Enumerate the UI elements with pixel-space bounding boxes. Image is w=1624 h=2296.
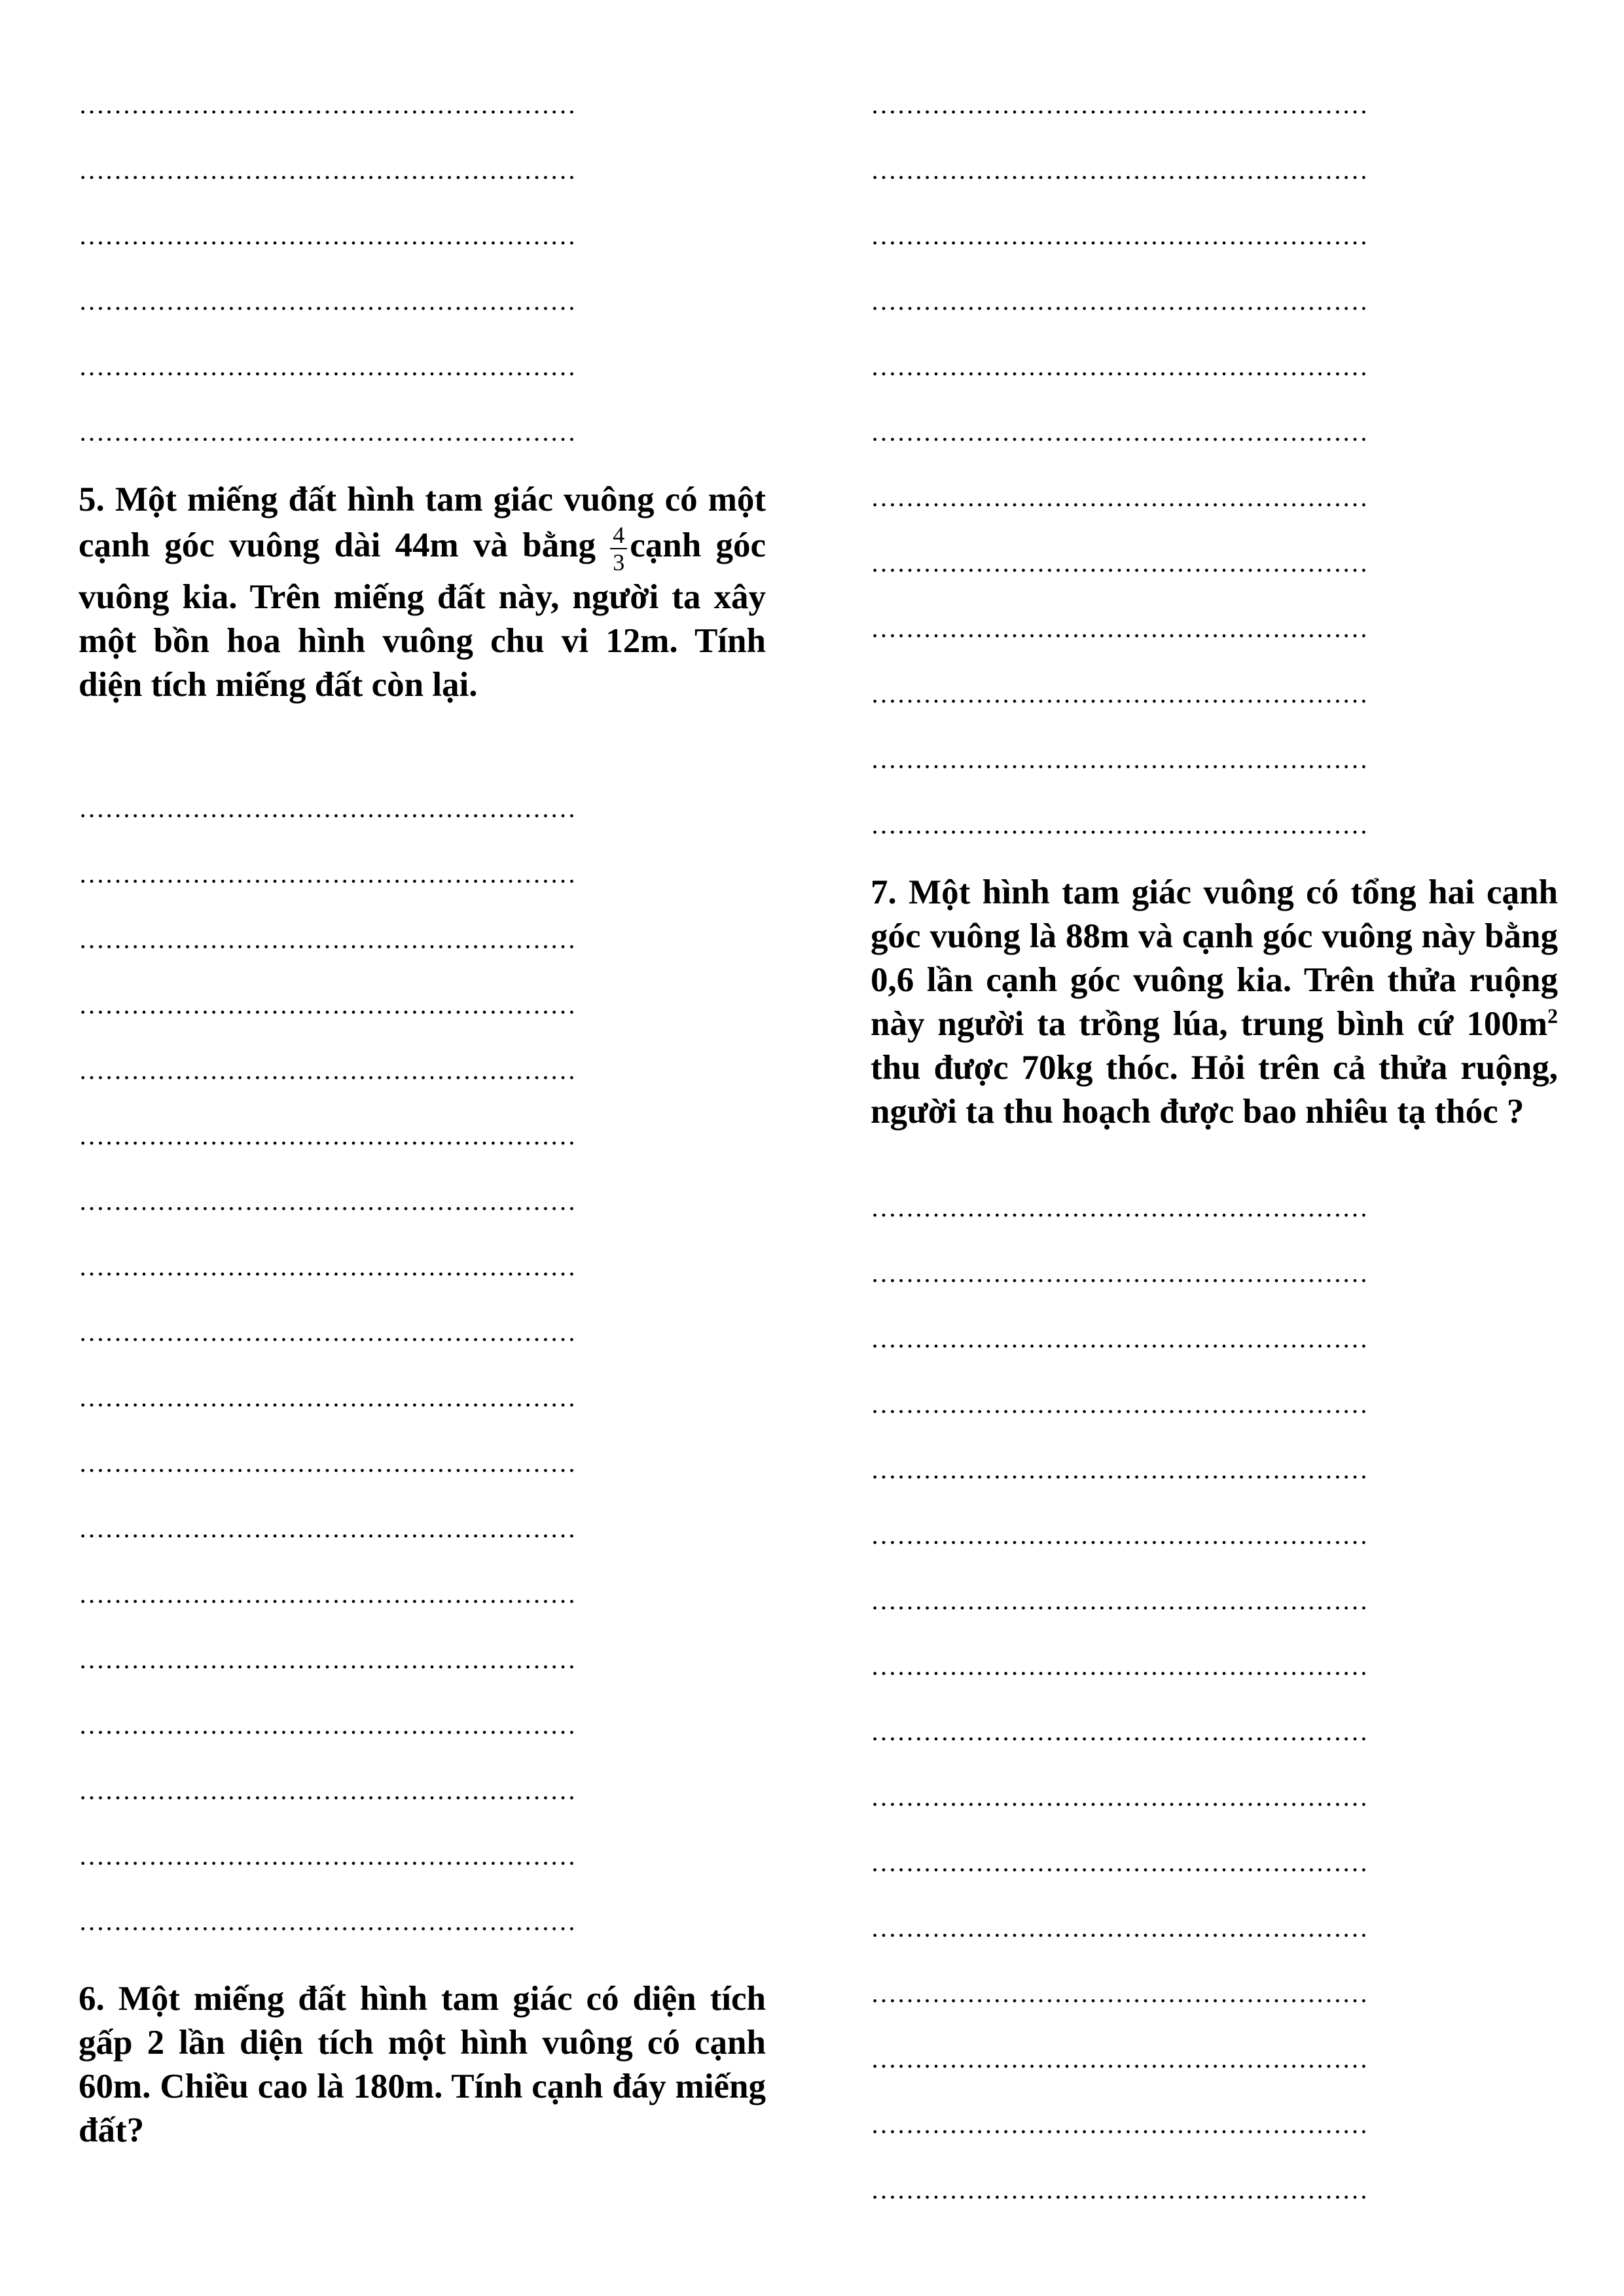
answer-line[interactable]: …………………………………………………	[871, 679, 1368, 708]
answer-line[interactable]: …………………………………………………	[871, 1520, 1368, 1550]
answer-line[interactable]: …………………………………………………	[871, 286, 1368, 316]
answer-line[interactable]: …………………………………………………	[79, 1776, 576, 1805]
problem-5-text-end: cạnh góc vuông kia. Trên miếng đất này, người ta xây một bồn hoa hình vuông chu vi 12m. Tính diện tích miếng đất còn lại.	[79, 526, 766, 704]
answer-line[interactable]: …………………………………………………	[79, 286, 576, 316]
answer-line[interactable]: …………………………………………………	[871, 1389, 1368, 1419]
answer-line[interactable]: …………………………………………………	[79, 1579, 576, 1609]
answer-line[interactable]: …………………………………………………	[871, 744, 1368, 774]
answer-line[interactable]: …………………………………………………	[871, 1258, 1368, 1288]
answer-line[interactable]: …………………………………………………	[871, 417, 1368, 446]
answer-line[interactable]: …………………………………………………	[79, 793, 576, 823]
answer-line[interactable]: …………………………………………………	[871, 1978, 1368, 2008]
answer-line[interactable]: …………………………………………………	[79, 221, 576, 250]
answer-line[interactable]: …………………………………………………	[871, 1848, 1368, 1877]
answer-line[interactable]: …………………………………………………	[79, 1252, 576, 1281]
answer-line[interactable]: …………………………………………………	[871, 548, 1368, 577]
answer-line[interactable]: …………………………………………………	[79, 1383, 576, 1412]
answer-line[interactable]: …………………………………………………	[79, 1645, 576, 1674]
answer-line[interactable]: …………………………………………………	[871, 352, 1368, 381]
answer-line[interactable]: …………………………………………………	[79, 90, 576, 119]
answer-line[interactable]: …………………………………………………	[871, 1324, 1368, 1353]
answer-line[interactable]: …………………………………………………	[871, 2175, 1368, 2204]
answer-line[interactable]: …………………………………………………	[79, 1514, 576, 1543]
problem-7-text-end: thu được 70kg thóc. Hỏi trên cả thửa ruộng, người ta thu hoạch được bao nhiêu tạ thóc ?	[871, 1049, 1558, 1131]
fraction-denominator: 3	[613, 549, 625, 575]
answer-line[interactable]: …………………………………………………	[871, 1782, 1368, 1812]
answer-line[interactable]: …………………………………………………	[871, 2044, 1368, 2073]
answer-line[interactable]: …………………………………………………	[871, 1193, 1368, 1222]
answer-line[interactable]: …………………………………………………	[79, 1841, 576, 1870]
problem-5-text-start: 5. Một miếng đất hình tam giác vuông có một cạnh góc vuông dài 44m và bằng	[79, 481, 766, 565]
answer-line[interactable]: …………………………………………………	[871, 810, 1368, 839]
problem-6-text: 6. Một miếng đất hình tam giác có diện tích gấp 2 lần diện tích một hình vuông có cạnh 60m. Chiều cao là 180m. Tính cạnh đáy miếng đất?	[79, 1980, 766, 2149]
answer-line[interactable]: …………………………………………………	[79, 1186, 576, 1216]
answer-line[interactable]: …………………………………………………	[79, 1121, 576, 1150]
problem-6	[79, 1977, 766, 2153]
fraction	[610, 522, 627, 575]
answer-line[interactable]: …………………………………………………	[871, 155, 1368, 185]
answer-line[interactable]: …………………………………………………	[79, 155, 576, 185]
answer-line[interactable]: …………………………………………………	[79, 352, 576, 381]
answer-line[interactable]: …………………………………………………	[79, 1055, 576, 1085]
answer-line[interactable]: …………………………………………………	[79, 1710, 576, 1740]
answer-line[interactable]: …………………………………………………	[871, 1455, 1368, 1484]
answer-line[interactable]: …………………………………………………	[79, 1906, 576, 1936]
answer-line[interactable]: …………………………………………………	[871, 90, 1368, 119]
problem-7-text-start: 7. Một hình tam giác vuông có tổng hai cạnh góc vuông là 88m và cạnh góc vuông này bằng 0,6 lần cạnh góc vuông kia. Trên thửa ruộng này người ta trồng lúa, trung bình cứ 100m	[871, 873, 1558, 1043]
answer-line[interactable]: …………………………………………………	[79, 990, 576, 1019]
answer-line[interactable]: …………………………………………………	[871, 1913, 1368, 1942]
answer-line[interactable]: …………………………………………………	[871, 1586, 1368, 1615]
problem-5	[79, 478, 766, 707]
answer-line[interactable]: …………………………………………………	[871, 483, 1368, 512]
problem-7	[871, 871, 1558, 1134]
answer-line[interactable]: …………………………………………………	[79, 1317, 576, 1347]
fraction-numerator: 4	[610, 522, 627, 549]
answer-line[interactable]: …………………………………………………	[79, 1448, 576, 1478]
superscript: 2	[1547, 1004, 1558, 1028]
answer-line[interactable]: …………………………………………………	[871, 1717, 1368, 1746]
answer-line[interactable]: …………………………………………………	[871, 2109, 1368, 2139]
answer-line[interactable]: …………………………………………………	[871, 221, 1368, 250]
answer-line[interactable]: …………………………………………………	[79, 859, 576, 888]
answer-line[interactable]: …………………………………………………	[79, 417, 576, 446]
answer-line[interactable]: …………………………………………………	[79, 924, 576, 954]
answer-line[interactable]: …………………………………………………	[871, 613, 1368, 643]
answer-line[interactable]: …………………………………………………	[871, 1651, 1368, 1681]
